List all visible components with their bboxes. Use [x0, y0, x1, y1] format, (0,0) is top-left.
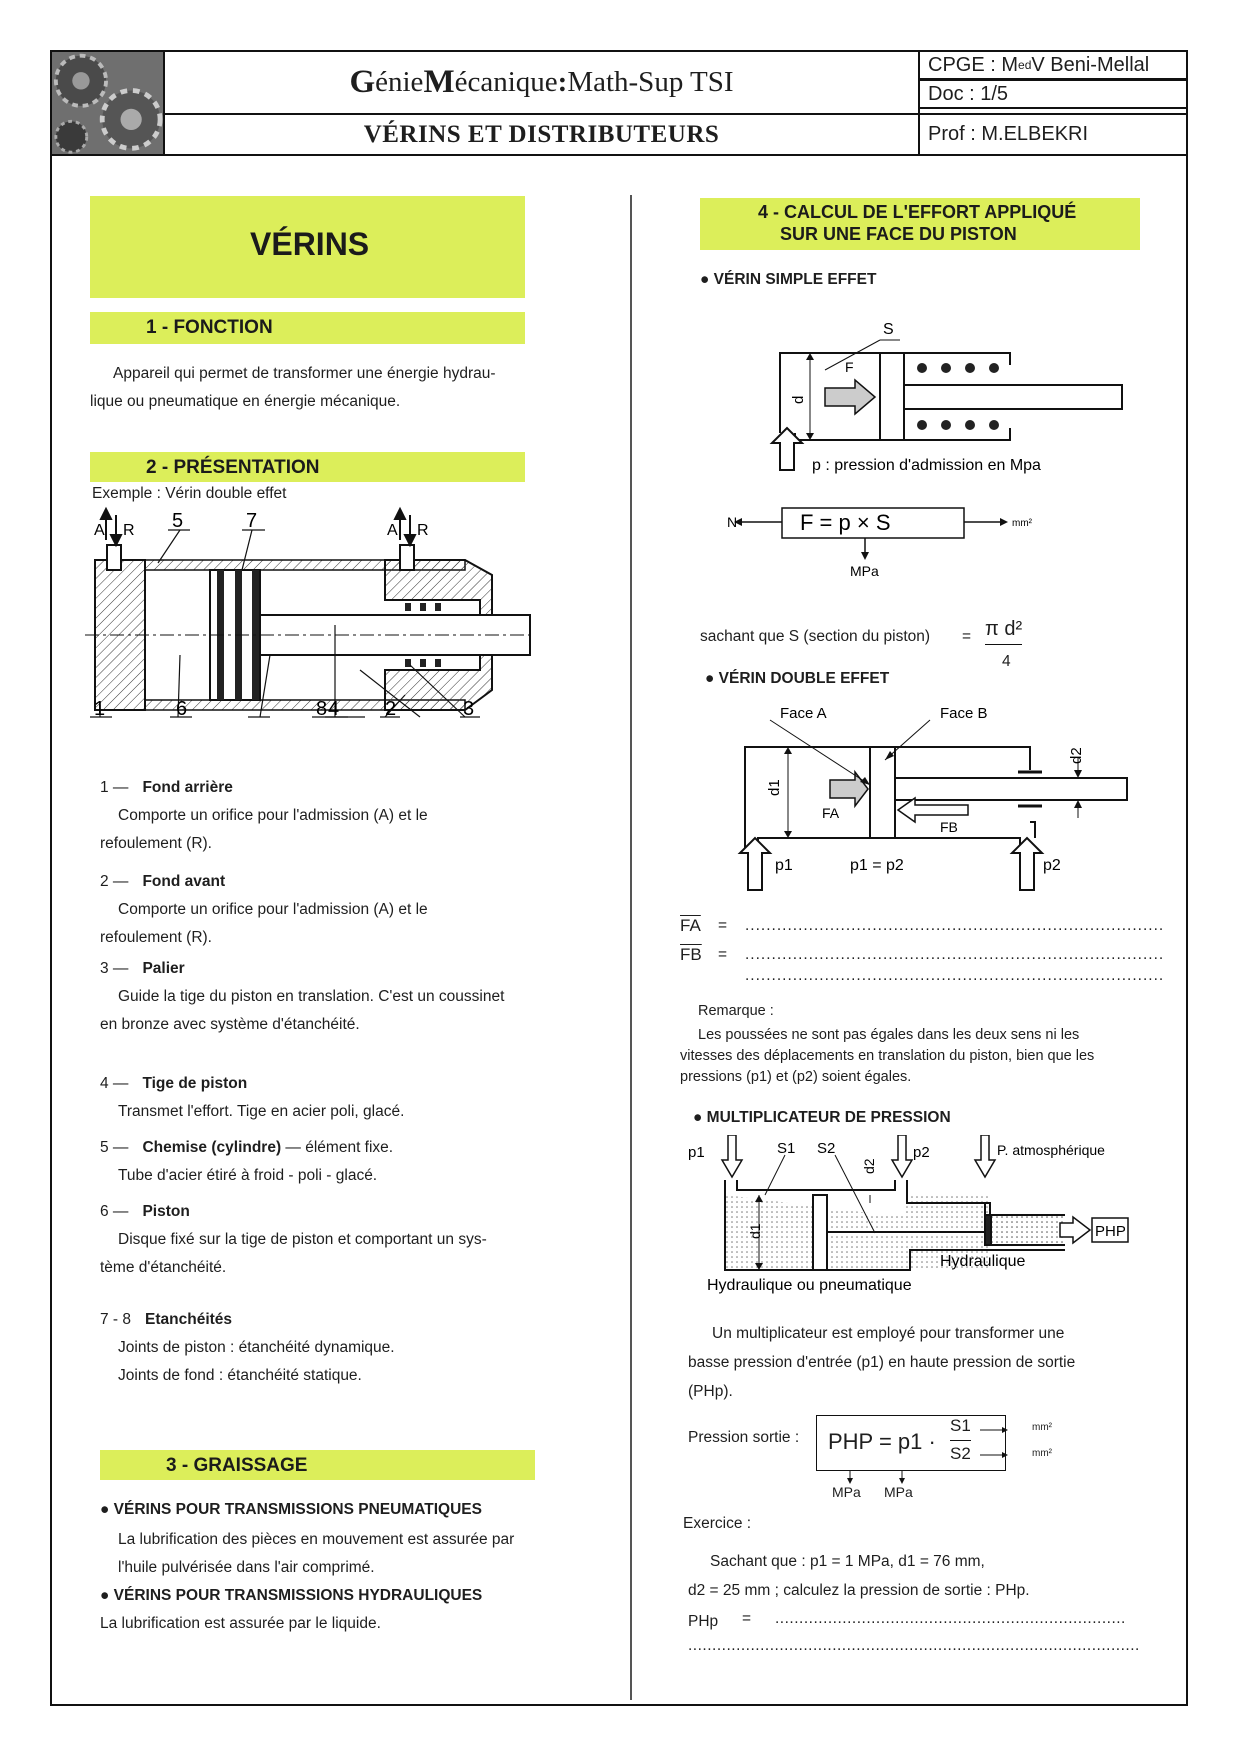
fb-dots: ............................................................................... [745, 946, 1165, 963]
fonction-heading: 1 - FONCTION [146, 317, 273, 338]
doc-cell: Doc : 1/5 [918, 79, 1188, 109]
item-heading [100, 1306, 232, 1334]
section-denominator: 4 [1002, 653, 1011, 670]
force-formula: F = p × S [800, 510, 891, 535]
label-face-b: Face B [940, 705, 988, 722]
multi-label-s2: S2 [817, 1140, 836, 1157]
verins-title-box [90, 196, 525, 298]
label-mpa: MPa [850, 563, 879, 579]
remarque-line-3: pressions (p1) et (p2) soient égales. [680, 1069, 912, 1085]
php-mm2-a: mm² [1032, 1422, 1052, 1433]
label-d1: d1 [766, 779, 783, 796]
item-number: 3 — [100, 960, 129, 977]
label-4: 4 [328, 698, 340, 720]
calcul-heading-box [700, 198, 1140, 250]
presentation-example: Exemple : Vérin double effet [92, 485, 287, 502]
column-divider [630, 195, 632, 1700]
multi-desc-3: (PHp). [688, 1383, 733, 1400]
verins-title: VÉRINS [250, 226, 370, 262]
document-subtitle: VÉRINS ET DISTRIBUTEURS [163, 113, 920, 156]
title-g: G [349, 64, 376, 100]
item-heading [100, 774, 233, 802]
php-formula-arrows [980, 1418, 1080, 1498]
exercice-dots-1: ......................................................................... [775, 1610, 1126, 1627]
title-ecanique: écanique [454, 66, 558, 98]
school-prefix: CPGE : M [928, 53, 1019, 76]
exercice-eq: = [742, 1610, 752, 1627]
label-r-2: R [417, 522, 429, 539]
section-numerator: π d² [985, 614, 1022, 645]
item-line: Disque fixé sur la tige de piston et comportant un sys- [118, 1231, 487, 1248]
fa-line-label: $\overline{FA}$ [680, 916, 701, 935]
label-p1: p1 [775, 857, 793, 874]
simple-effet-title: ● VÉRIN SIMPLE EFFET [700, 271, 877, 288]
double-effect-cylinder-drawing [700, 700, 1130, 900]
item-title: Fond arrière [142, 779, 233, 796]
pressure-label: p : pression d'admission en Mpa [812, 457, 1041, 474]
force-a-arrow [830, 772, 868, 806]
item-line: Comporte un orifice pour l'admission (A) et le [118, 807, 428, 824]
fb-eq: = [718, 946, 728, 963]
label-d: d [790, 395, 807, 404]
label-fa: FA [822, 805, 840, 821]
exercice-line-2: d2 = 25 mm ; calculez la pression de sortie : PHp. [688, 1582, 1030, 1599]
multiplicateur-title-text: MULTIPLICATEUR DE PRESSION [706, 1109, 951, 1126]
item-line: Guide la tige du piston en translation. C'est un coussinet [118, 988, 505, 1005]
graissage-bullet-2-text: VÉRINS POUR TRANSMISSIONS HYDRAULIQUES [113, 1587, 483, 1604]
item-line: Transmet l'effort. Tige en acier poli, glacé. [118, 1103, 405, 1120]
item-line: Comporte un orifice pour l'admission (A) et le [118, 901, 428, 918]
sachant-eq: = [962, 628, 972, 645]
multi-desc-1: Un multiplicateur est employé pour transformer une [712, 1325, 1065, 1342]
fonction-heading-box [90, 312, 525, 344]
multi-label-patm: P. atmosphérique [997, 1142, 1105, 1158]
label-5: 5 [172, 510, 184, 532]
title-enie: énie [375, 66, 424, 98]
fonction-line-1: Appareil qui permet de transformer une énergie hydrau- [113, 365, 496, 382]
item-line: en bronze avec système d'étanchéité. [100, 1016, 360, 1033]
multi-label-d2: d2 [861, 1158, 877, 1174]
multi-label-hydraulique: Hydraulique [940, 1253, 1026, 1270]
school-suffix: V Beni-Mellal [1031, 53, 1150, 76]
exercice-php-label: PHp [688, 1613, 719, 1630]
label-r-1: R [123, 522, 135, 539]
label-8: 8 [316, 698, 328, 720]
exercice-line-1: Sachant que : p1 = 1 MPa, d1 = 76 mm, [710, 1553, 985, 1570]
graissage-bullet-1: ● VÉRINS POUR TRANSMISSIONS PNEUMATIQUES [100, 1501, 482, 1518]
title-colon: : [557, 66, 568, 98]
label-f: F [845, 359, 854, 375]
graissage-b1-line-1: La lubrification des pièces en mouvement est assurée par [118, 1531, 515, 1548]
title-mathsup: Math-Sup TSI [567, 66, 734, 98]
pressure-multiplier-drawing [685, 1135, 1140, 1295]
item-number: 4 — [100, 1075, 129, 1092]
label-d2: d2 [1068, 747, 1085, 764]
item-line: refoulement (R). [100, 929, 212, 946]
label-a-2: A [387, 522, 398, 539]
fb-line-label: $\overline{FB}$ [680, 945, 702, 964]
prof-cell: Prof : M.ELBEKRI [918, 113, 1188, 156]
double-effet-title: ● VÉRIN DOUBLE EFFET [705, 670, 890, 687]
multi-label-hyd-pneu: Hydraulique ou pneumatique [707, 1277, 912, 1294]
graissage-heading-box [100, 1450, 535, 1480]
calcul-heading-1: 4 - CALCUL DE L'EFFORT APPLIQUÉ [758, 202, 1077, 222]
pression-sortie-label: Pression sortie : [688, 1429, 800, 1446]
label-a-1: A [94, 522, 105, 539]
item-heading [100, 1070, 247, 1098]
label-7: 7 [246, 510, 258, 532]
item-number: 2 — [100, 873, 129, 890]
item-heading [100, 955, 185, 983]
item-line: Joints de fond : étanchéité statique. [118, 1367, 362, 1384]
label-fb: FB [940, 819, 958, 835]
label-2: 2 [385, 698, 397, 720]
rear-port [107, 545, 121, 570]
item-title: Palier [142, 960, 185, 977]
item-title: Tige de piston [142, 1075, 248, 1092]
item-title-extra: — élément fixe. [281, 1139, 394, 1156]
calcul-heading-2: SUR UNE FACE DU PISTON [780, 224, 1017, 244]
multi-label-s1: S1 [777, 1140, 796, 1157]
multiplicateur-title: ● MULTIPLICATEUR DE PRESSION [693, 1109, 951, 1126]
double-acting-cylinder-drawing [80, 505, 535, 730]
item-heading [100, 1134, 393, 1162]
label-n: N [727, 514, 738, 530]
php-mm2-b: mm² [1032, 1448, 1052, 1459]
label-mm2: mm² [1012, 518, 1032, 529]
double-effet-title-text: VÉRIN DOUBLE EFFET [718, 670, 890, 687]
simple-effet-title-text: VÉRIN SIMPLE EFFET [713, 271, 877, 288]
graissage-bullet-2: ● VÉRINS POUR TRANSMISSIONS HYDRAULIQUES [100, 1587, 483, 1604]
label-p2: p2 [1043, 857, 1061, 874]
item-line: Tube d'acier étiré à froid - poli - glacé. [118, 1167, 378, 1184]
graissage-b1-line-2: l'huile pulvérisée dans l'air comprimé. [118, 1559, 375, 1576]
php-formula-left: PHP = p1 · [828, 1429, 936, 1454]
label-1: 1 [94, 698, 106, 720]
remarque-line-2: vitesses des déplacements en translation du piston, bien que les [680, 1048, 1095, 1064]
label-3: 3 [463, 698, 475, 720]
multi-label-p2: p2 [913, 1144, 930, 1161]
php-formula-num: S1 [950, 1412, 971, 1441]
php-formula-den: S2 [950, 1444, 971, 1463]
fa-eq: = [718, 917, 728, 934]
item-number: 6 — [100, 1203, 129, 1220]
remarque-line-1: Les poussées ne sont pas égales dans les deux sens ni les [698, 1027, 1080, 1043]
php-mpa-1: MPa [832, 1484, 861, 1500]
exercice-dots-2: .............................................................................................. [688, 1637, 1140, 1654]
fa-dots: ............................................................................... [745, 917, 1165, 934]
item-title: Chemise (cylindre) [142, 1139, 282, 1156]
php-mpa-2: MPa [884, 1484, 913, 1500]
exercice-label: Exercice : [683, 1515, 752, 1532]
item-title: Piston [142, 1203, 190, 1220]
item-line: tème d'étanchéité. [100, 1259, 227, 1276]
title-m: M [423, 64, 455, 100]
front-port [400, 545, 414, 570]
fonction-line-2: lique ou pneumatique en énergie mécanique. [90, 393, 401, 410]
graissage-bullet-1-text: VÉRINS POUR TRANSMISSIONS PNEUMATIQUES [113, 1501, 482, 1518]
item-heading [100, 868, 225, 896]
multi-label-php: PHP [1095, 1223, 1126, 1240]
sachant-text: sachant que S (section du piston) [700, 628, 931, 645]
item-number: 1 — [100, 779, 129, 796]
item-title: Etanchéités [145, 1311, 233, 1328]
label-face-a: Face A [780, 705, 827, 722]
presentation-heading-box [90, 452, 525, 482]
graissage-heading: 3 - GRAISSAGE [166, 1455, 308, 1476]
item-title: Fond avant [142, 873, 226, 890]
multi-label-p1: p1 [688, 1144, 705, 1161]
school-sup: ed [1018, 58, 1032, 72]
item-number: 7 - 8 [100, 1311, 132, 1328]
label-6: 6 [176, 698, 188, 720]
label-p1-eq-p2: p1 = p2 [850, 857, 904, 874]
graissage-b2-line-1: La lubrification est assurée par le liquide. [100, 1615, 381, 1632]
simple-effect-cylinder-drawing [700, 310, 1130, 580]
item-line: Joints de piston : étanchéité dynamique. [118, 1339, 395, 1356]
multi-label-d1: d1 [747, 1223, 763, 1239]
item-number: 5 — [100, 1139, 129, 1156]
force-arrow [825, 380, 875, 414]
item-heading [100, 1198, 190, 1226]
extra-dots: ............................................................................... [745, 967, 1165, 984]
remarque-label: Remarque : [698, 1003, 774, 1019]
label-s: S [883, 321, 894, 338]
item-line: refoulement (R). [100, 835, 212, 852]
multi-desc-2: basse pression d'entrée (p1) en haute pression de sortie [688, 1354, 1076, 1371]
presentation-heading: 2 - PRÉSENTATION [146, 457, 320, 478]
